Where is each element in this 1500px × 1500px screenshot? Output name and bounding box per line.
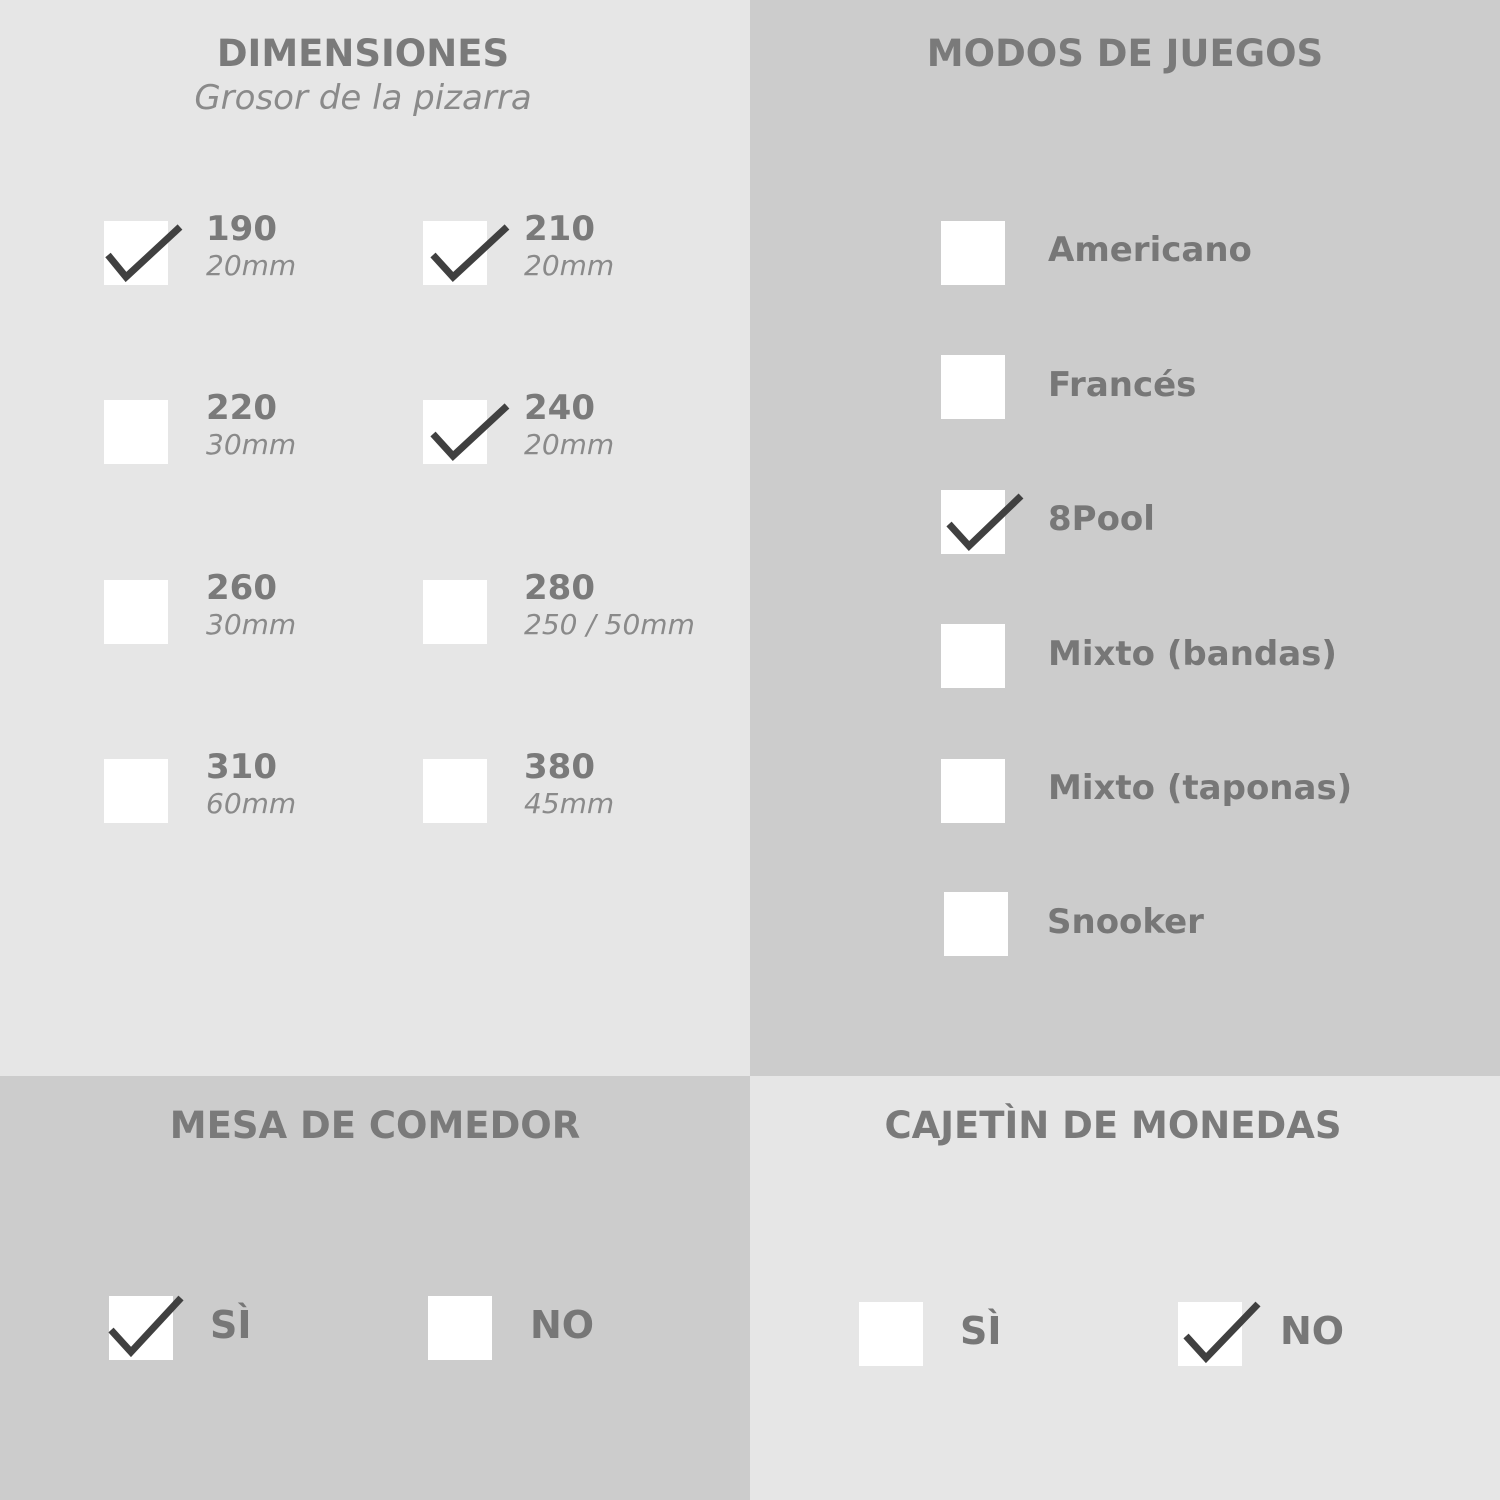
checkmark-icon	[1178, 1302, 1242, 1366]
cajetin-panel	[750, 1076, 1500, 1500]
option-size-240: 240	[524, 388, 595, 428]
checkbox-310[interactable]	[104, 759, 168, 823]
checkbox-snooker[interactable]	[944, 892, 1008, 956]
checkmark-icon	[104, 221, 168, 285]
option-thickness-220: 30mm	[206, 428, 297, 461]
option-label-snooker: Snooker	[1047, 902, 1204, 942]
checkbox-8pool[interactable]	[941, 490, 1005, 554]
checkbox-americano[interactable]	[941, 221, 1005, 285]
option-label-mesa-si: SÌ	[210, 1303, 252, 1347]
option-label-mixto-taponas: Mixto (taponas)	[1048, 768, 1353, 808]
checkmark-icon	[109, 1296, 173, 1360]
option-thickness-210: 20mm	[524, 249, 615, 282]
checkbox-280[interactable]	[423, 580, 487, 644]
option-thickness-240: 20mm	[524, 428, 615, 461]
modos-panel	[750, 0, 1500, 1076]
option-thickness-260: 30mm	[206, 608, 297, 641]
checkmark-icon	[423, 221, 487, 285]
dimensiones-title: DIMENSIONES	[216, 32, 510, 75]
option-label-mesa-no: NO	[530, 1303, 595, 1347]
checkbox-260[interactable]	[104, 580, 168, 644]
checkbox-mixto-taponas[interactable]	[941, 759, 1005, 823]
modos-title: MODOS DE JUEGOS	[926, 32, 1324, 75]
option-label-mixto-bandas: Mixto (bandas)	[1048, 634, 1337, 674]
option-label-8pool: 8Pool	[1048, 499, 1155, 539]
checkbox-240[interactable]	[423, 400, 487, 464]
option-thickness-380: 45mm	[524, 787, 615, 820]
checkbox-mixto-bandas[interactable]	[941, 624, 1005, 688]
option-thickness-190: 20mm	[206, 249, 297, 282]
checkbox-frances[interactable]	[941, 355, 1005, 419]
option-size-380: 380	[524, 747, 595, 787]
option-size-210: 210	[524, 209, 595, 249]
checkbox-mesa-si[interactable]	[109, 1296, 173, 1360]
checkbox-cajetin-no[interactable]	[1178, 1302, 1242, 1366]
option-thickness-280: 250 / 50mm	[524, 608, 695, 641]
cajetin-title: CAJETÌN DE MONEDAS	[884, 1104, 1342, 1147]
checkbox-210[interactable]	[423, 221, 487, 285]
dimensiones-subtitle: Grosor de la pizarra	[194, 78, 532, 118]
option-label-cajetin-no: NO	[1280, 1309, 1345, 1353]
option-label-cajetin-si: SÌ	[960, 1309, 1002, 1353]
option-size-280: 280	[524, 568, 595, 608]
checkbox-cajetin-si[interactable]	[859, 1302, 923, 1366]
option-label-frances: Francés	[1048, 365, 1197, 405]
checkmark-icon	[941, 490, 1005, 554]
checkbox-190[interactable]	[104, 221, 168, 285]
checkmark-icon	[423, 400, 487, 464]
checkbox-mesa-no[interactable]	[428, 1296, 492, 1360]
option-thickness-310: 60mm	[206, 787, 297, 820]
mesa-panel	[0, 1076, 750, 1500]
option-size-190: 190	[206, 209, 277, 249]
mesa-title: MESA DE COMEDOR	[169, 1104, 581, 1147]
option-size-220: 220	[206, 388, 277, 428]
option-size-310: 310	[206, 747, 277, 787]
checkbox-220[interactable]	[104, 400, 168, 464]
checkbox-380[interactable]	[423, 759, 487, 823]
option-size-260: 260	[206, 568, 277, 608]
dimensiones-panel	[0, 0, 750, 1076]
option-label-americano: Americano	[1048, 230, 1252, 270]
